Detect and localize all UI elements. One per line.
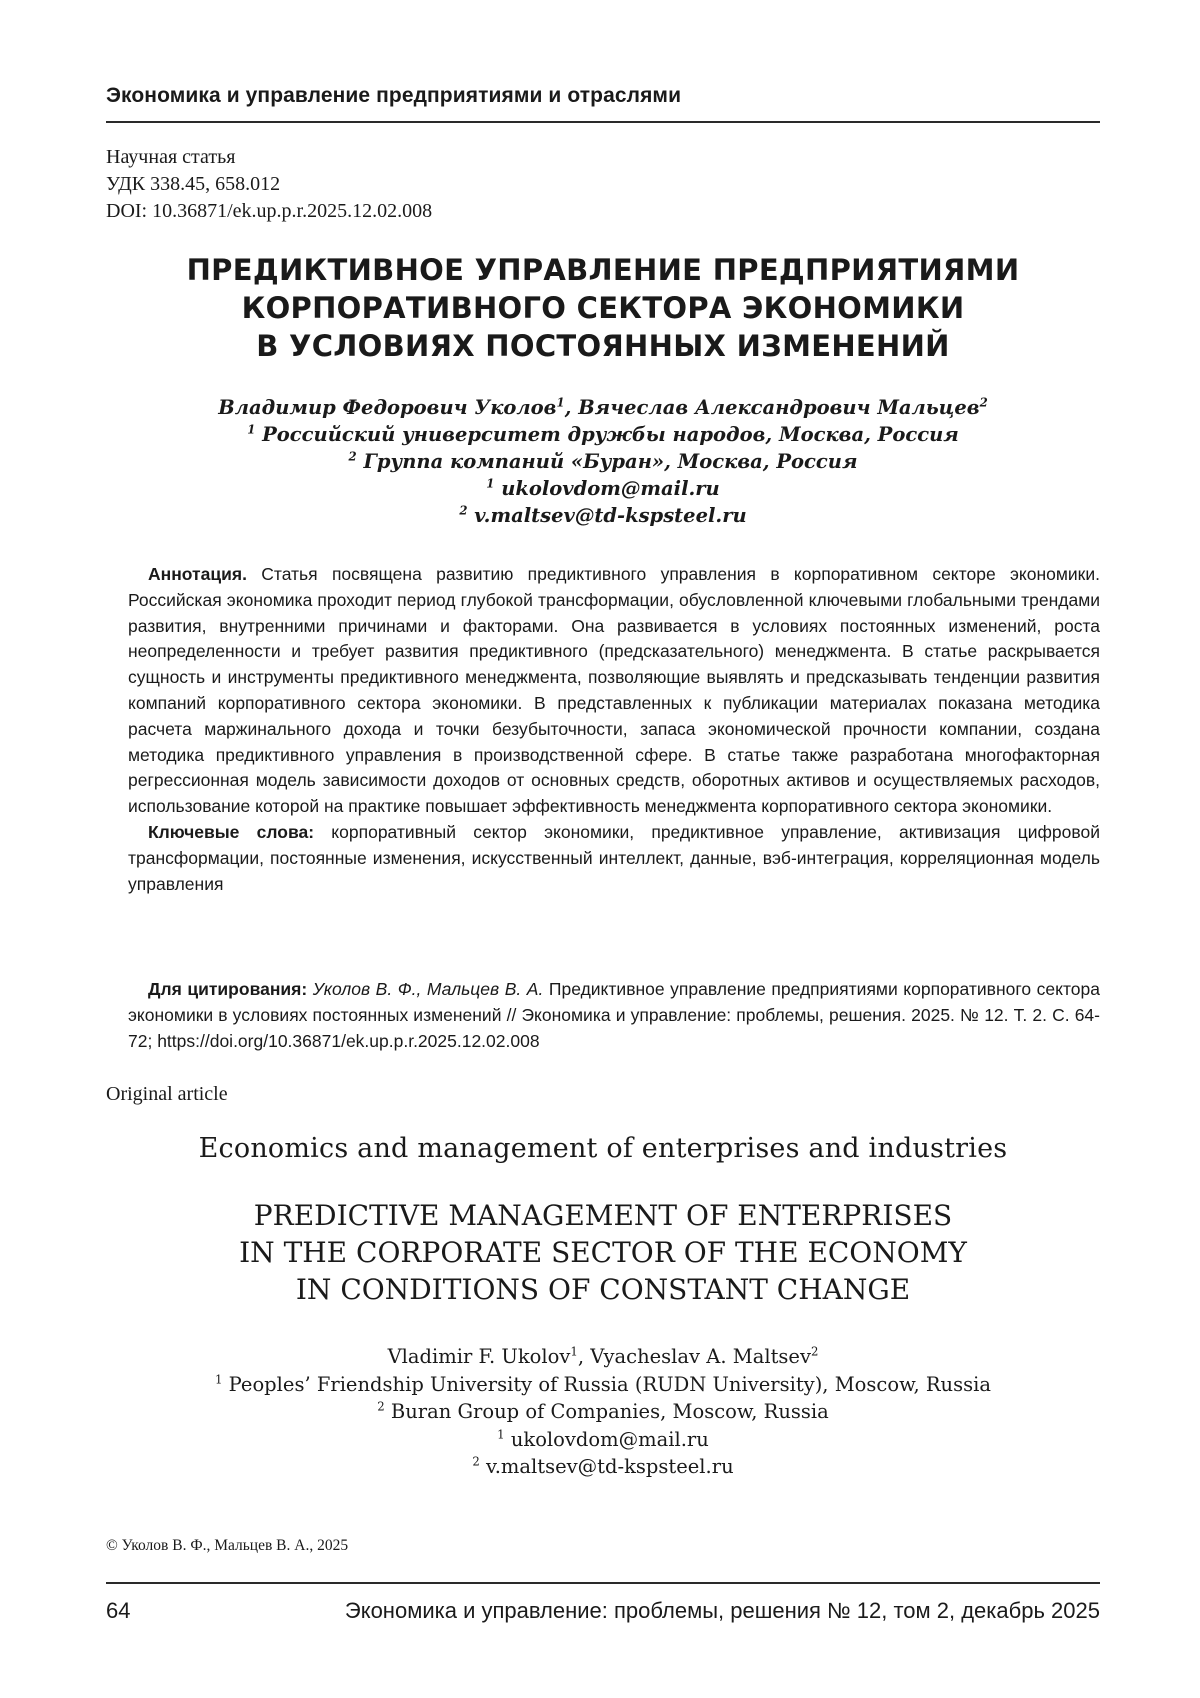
citation-authors: Уколов В. Ф., Мальцев В. А. <box>313 979 544 999</box>
en-authors-block <box>106 1343 1100 1481</box>
copyright-notice: © Уколов В. Ф., Мальцев В. А., 2025 <box>106 1537 348 1555</box>
abstract-label: Аннотация. <box>148 564 247 584</box>
citation-block <box>128 977 1100 1054</box>
ru-article-title <box>106 251 1100 365</box>
journal-issue: Экономика и управление: проблемы, решения № 12, том 2, декабрь 2025 <box>345 1598 1100 1624</box>
en-article-type: Original article <box>106 1083 228 1106</box>
section-heading: Экономика и управление предприятиями и отраслями <box>106 84 681 108</box>
en-author-2: Vyacheslav A. Maltsev <box>590 1345 811 1368</box>
en-rubric: Economics and management of enterprises and industries <box>106 1133 1100 1164</box>
abstract-block <box>128 562 1100 897</box>
en-title-line: IN CONDITIONS OF CONSTANT CHANGE <box>106 1271 1100 1308</box>
en-author-1: Vladimir F. Ukolov <box>388 1345 571 1368</box>
doi: DOI: 10.36871/ek.up.p.r.2025.12.02.008 <box>106 198 432 225</box>
article-page <box>0 0 1200 1698</box>
footer-divider <box>106 1582 1100 1584</box>
udc-code: УДК 338.45, 658.012 <box>106 171 432 198</box>
ru-author-2: Вячеслав Александрович Мальцев <box>578 396 979 419</box>
en-email-1: 1 ukolovdom@mail.ru <box>106 1426 1100 1454</box>
ru-title-line: В УСЛОВИЯХ ПОСТОЯННЫХ ИЗМЕНЕНИЙ <box>106 327 1100 365</box>
en-title-line: PREDICTIVE MANAGEMENT OF ENTERPRISES <box>106 1197 1100 1234</box>
ru-email-2: 2 v.maltsev@td-kspsteel.ru <box>106 502 1100 529</box>
citation <box>128 977 1100 1054</box>
keywords-text: корпоративный сектор экономики, предиктивное управление, активизация цифровой трансформации, постоянные изменения, искусственный интеллект, данные, вэб-интеграция, корреляционная модель управления <box>128 822 1100 894</box>
en-email-2: 2 v.maltsev@td-kspsteel.ru <box>106 1453 1100 1481</box>
en-article-title <box>106 1197 1100 1308</box>
keywords-label: Ключевые слова: <box>148 822 314 842</box>
en-affiliation-1: 1 Peoples’ Friendship University of Russia (RUDN University), Moscow, Russia <box>106 1371 1100 1399</box>
article-type: Научная статья <box>106 144 432 171</box>
en-affiliation-2: 2 Buran Group of Companies, Moscow, Russia <box>106 1398 1100 1426</box>
ru-title-line: ПРЕДИКТИВНОЕ УПРАВЛЕНИЕ ПРЕДПРИЯТИЯМИ <box>106 251 1100 289</box>
abstract-text: Статья посвящена развитию предиктивного управления в корпоративном секторе экономики. Российская экономика проходит период глубокой трансформации, обусловленной ключевыми глобальными трендами развития, внутренними причинами и факторами. Она развивается в условиях постоянных изменений, роста неопределенности и требует развития предиктивного (предсказательного) менеджмента. В статье раскрывается сущность и инструменты предиктивного менеджмента, позволяющие выявлять и предсказывать тенденции развития компаний корпоративного сектора экономики. В представленных к публикации материалах показана методика расчета маржинального дохода и точки безубыточности, запаса экономической прочности компании, создана методика предиктивного управления в производственной сфере. В статье также разработана многофакторная регрессионная модель зависимости доходов от основных средств, оборотных активов и осуществляемых расходов, использование которой на практике повышает эффективность менеджмента корпоративного сектора экономики. <box>128 564 1100 816</box>
keywords <box>128 820 1100 897</box>
ru-title-line: КОРПОРАТИВНОГО СЕКТОРА ЭКОНОМИКИ <box>106 289 1100 327</box>
ru-affiliation-2: 2 Группа компаний «Буран», Москва, Россия <box>106 448 1100 475</box>
citation-text: Предиктивное управление предприятиями корпоративного сектора экономики в условиях постоянных изменений // Экономика и управление: проблемы, решения. 2025. № 12. Т. 2. С. 64-72; https://doi.org/10.36871/ek.up.p.r.2025.12.02.008 <box>128 979 1100 1051</box>
header-divider <box>106 121 1100 123</box>
page-number: 64 <box>106 1598 130 1624</box>
ru-author-1: Владимир Федорович Уколов <box>218 396 556 419</box>
en-authors-line: Vladimir F. Ukolov1, Vyacheslav A. Maltsev2 <box>106 1343 1100 1371</box>
abstract <box>128 562 1100 820</box>
en-title-line: IN THE CORPORATE SECTOR OF THE ECONOMY <box>106 1234 1100 1271</box>
citation-label: Для цитирования: <box>148 979 307 999</box>
ru-authors-line: Владимир Федорович Уколов1, Вячеслав Александрович Мальцев2 <box>106 394 1100 421</box>
article-meta <box>106 144 432 225</box>
ru-authors-block <box>106 394 1100 529</box>
ru-email-1: 1 ukolovdom@mail.ru <box>106 475 1100 502</box>
ru-affiliation-1: 1 Российский университет дружбы народов, Москва, Россия <box>106 421 1100 448</box>
